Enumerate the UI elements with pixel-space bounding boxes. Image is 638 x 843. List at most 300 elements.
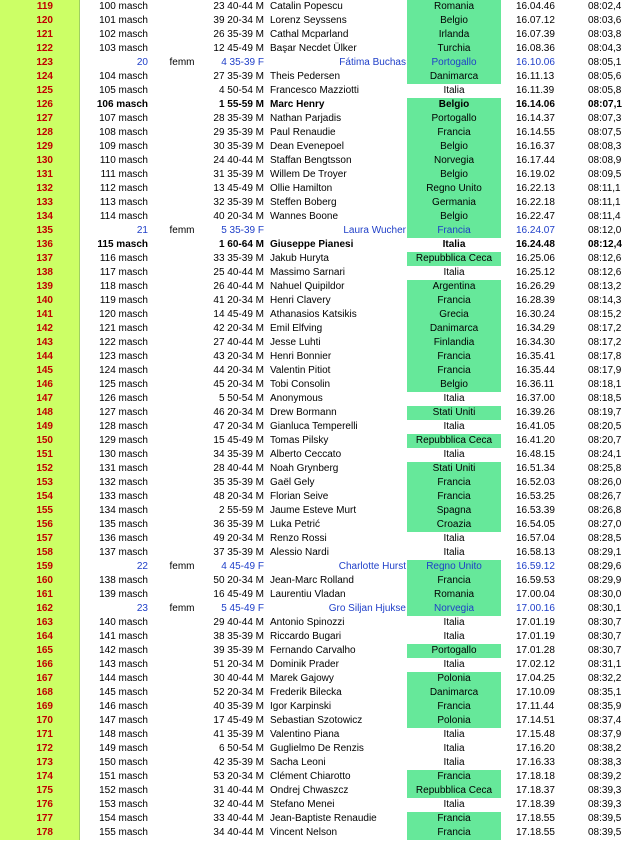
nation-cell: Romania (407, 0, 502, 14)
rank-cell: 165 (0, 644, 80, 658)
nation-cell: Repubblica Ceca (407, 784, 502, 798)
category-cell: 31 40-44 M (213, 785, 264, 796)
category-cell: 40 20-34 M (213, 211, 264, 222)
pace-cell: 08:11,1 (588, 197, 621, 208)
bib-cell: 20 (136, 57, 148, 68)
table-row (0, 700, 638, 714)
pace-cell: 08:05,1 (588, 57, 622, 68)
name-cell: Nathan Parjadis (270, 113, 342, 124)
table-row (0, 238, 638, 252)
nation-cell: Francia (407, 364, 502, 378)
bib-cell: 132 masch (99, 477, 148, 488)
nation-cell: Turchia (407, 42, 502, 56)
category-cell: 41 35-39 M (213, 729, 264, 740)
rank-cell: 151 (0, 448, 80, 462)
rank-cell: 176 (0, 798, 80, 812)
category-cell: 6 50-54 M (218, 743, 264, 754)
rank-cell: 174 (0, 770, 80, 784)
bib-cell: 142 masch (99, 645, 148, 656)
category-cell: 41 20-34 M (213, 295, 264, 306)
name-cell: Drew Bormann (270, 407, 337, 418)
category-cell: 30 35-39 M (213, 141, 264, 152)
time-cell: 16.14.06 (516, 99, 555, 110)
table-row (0, 504, 638, 518)
name-cell: Athanasios Katsikis (270, 309, 357, 320)
time-cell: 16.35.44 (516, 365, 555, 376)
bib-cell: 139 masch (99, 589, 148, 600)
time-cell: 16.11.39 (516, 85, 555, 96)
bib-cell: 154 masch (99, 813, 148, 824)
pace-cell: 08:18,5 (588, 393, 622, 404)
table-row (0, 686, 638, 700)
pace-cell: 08:04,3 (588, 43, 622, 54)
name-cell: Sacha Leoni (270, 757, 326, 768)
table-row (0, 574, 638, 588)
rank-cell: 131 (0, 168, 80, 182)
nation-cell: Grecia (407, 308, 502, 322)
name-cell: Florian Seive (270, 491, 329, 502)
nation-cell: Italia (443, 421, 465, 432)
bib-cell: 113 masch (99, 197, 148, 208)
category-cell: 33 40-44 M (213, 813, 264, 824)
pace-cell: 08:39,3 (588, 785, 622, 796)
name-cell: Tobi Consolin (270, 379, 331, 390)
name-cell: Charlotte Hurst (338, 561, 406, 572)
time-cell: 16.48.15 (516, 449, 555, 460)
rank-cell: 145 (0, 364, 80, 378)
time-cell: 16.07.39 (516, 29, 555, 40)
time-cell: 16.51.34 (516, 463, 555, 474)
time-cell: 16.25.06 (516, 253, 555, 264)
time-cell: 17.00.04 (516, 589, 555, 600)
time-cell: 16.14.37 (516, 113, 555, 124)
bib-cell: 114 masch (99, 211, 148, 222)
time-cell: 16.25.12 (516, 267, 555, 278)
bib-cell: 143 masch (99, 659, 148, 670)
table-row (0, 826, 638, 840)
table-row (0, 28, 638, 42)
pace-cell: 08:17,8 (588, 351, 622, 362)
pace-cell: 08:09,5 (588, 169, 622, 180)
bib-cell: 126 masch (99, 393, 148, 404)
time-cell: 16.41.20 (516, 435, 555, 446)
bib-cell: 101 masch (99, 15, 148, 26)
rank-cell: 147 (0, 392, 80, 406)
nation-cell: Danimarca (407, 322, 502, 336)
pace-cell: 08:25,8 (588, 463, 622, 474)
bib-cell: 136 masch (99, 533, 148, 544)
category-cell: 45 20-34 M (213, 379, 264, 390)
time-cell: 17.04.25 (516, 673, 555, 684)
bib-cell: 135 masch (99, 519, 148, 530)
bib-cell: 118 masch (99, 281, 148, 292)
category-cell: 13 45-49 M (213, 183, 264, 194)
nation-cell: Francia (407, 224, 502, 238)
nation-cell: Germania (407, 196, 502, 210)
category-cell: 26 40-44 M (213, 281, 264, 292)
bib-cell: 121 masch (99, 323, 148, 334)
rank-cell: 135 (0, 224, 80, 238)
time-cell: 17.14.51 (516, 715, 555, 726)
category-cell: 34 40-44 M (213, 827, 264, 838)
name-cell: Laura Wucher (343, 225, 406, 236)
pace-cell: 08:03,8 (588, 29, 622, 40)
time-cell: 16.24.07 (516, 225, 555, 236)
rank-cell: 143 (0, 336, 80, 350)
time-cell: 16.07.12 (516, 15, 555, 26)
bib-cell: 109 masch (99, 141, 148, 152)
pace-cell: 08:39,5 (588, 827, 622, 838)
pace-cell: 08:30,7 (588, 645, 622, 656)
table-row (0, 112, 638, 126)
rank-cell: 177 (0, 812, 80, 826)
category-cell: 51 20-34 M (213, 659, 264, 670)
pace-cell: 08:39,3 (588, 799, 622, 810)
rank-cell: 122 (0, 42, 80, 56)
table-row (0, 490, 638, 504)
pace-cell: 08:20,7 (588, 435, 622, 446)
bib-cell: 131 masch (99, 463, 148, 474)
time-cell: 17.15.48 (516, 729, 555, 740)
nation-cell: Spagna (407, 504, 502, 518)
table-row (0, 602, 638, 616)
table-row (0, 56, 638, 70)
table-row (0, 140, 638, 154)
time-cell: 16.41.05 (516, 421, 555, 432)
nation-cell: Italia (443, 799, 465, 810)
rank-cell: 170 (0, 714, 80, 728)
nation-cell: Francia (407, 826, 502, 840)
nation-cell: Francia (407, 294, 502, 308)
category-cell: 2 55-59 M (218, 505, 264, 516)
table-row (0, 616, 638, 630)
bib-cell: 137 masch (99, 547, 148, 558)
nation-cell: Romania (407, 588, 502, 602)
time-cell: 16.10.06 (516, 57, 555, 68)
pace-cell: 08:03,6 (588, 15, 622, 26)
time-cell: 16.17.44 (516, 155, 555, 166)
time-cell: 16.19.02 (516, 169, 555, 180)
nation-cell: Portogallo (407, 112, 502, 126)
time-cell: 17.01.19 (516, 631, 555, 642)
rank-cell: 162 (0, 602, 80, 616)
nation-cell: Italia (443, 85, 465, 96)
nation-cell: Italia (443, 729, 465, 740)
bib-cell: 133 masch (99, 491, 148, 502)
category-cell: 1 55-59 M (218, 99, 264, 110)
rank-cell: 130 (0, 154, 80, 168)
table-row (0, 182, 638, 196)
pace-cell: 08:11,4 (588, 211, 621, 222)
pace-cell: 08:31,1 (588, 659, 622, 670)
rank-cell: 126 (0, 98, 80, 112)
bib-cell: 23 (136, 603, 148, 614)
rank-cell: 167 (0, 672, 80, 686)
time-cell: 17.10.09 (516, 687, 555, 698)
category-cell: 5 35-39 F (221, 225, 264, 236)
category-cell: 28 40-44 M (213, 463, 264, 474)
time-cell: 16.08.36 (516, 43, 555, 54)
category-cell: 1 60-64 M (218, 239, 264, 250)
name-cell: Gianluca Temperelli (270, 421, 358, 432)
bib-cell: 105 masch (99, 85, 148, 96)
nation-cell: Stati Uniti (407, 406, 502, 420)
pace-cell: 08:26,7 (588, 491, 622, 502)
category-cell: 43 20-34 M (213, 351, 264, 362)
table-row (0, 14, 638, 28)
category-cell: 16 45-49 M (213, 589, 264, 600)
name-cell: Frederik Bilecka (270, 687, 342, 698)
bib-cell: 151 masch (99, 771, 148, 782)
category-cell: 31 35-39 M (213, 169, 264, 180)
bib-cell: 111 masch (100, 169, 148, 180)
time-cell: 16.26.29 (516, 281, 555, 292)
rank-cell: 134 (0, 210, 80, 224)
name-cell: Marek Gajowy (270, 673, 334, 684)
category-cell: 32 35-39 M (213, 197, 264, 208)
time-cell: 16.39.26 (516, 407, 555, 418)
table-row (0, 280, 638, 294)
bib-cell: 110 masch (99, 155, 148, 166)
name-cell: Massimo Sarnari (270, 267, 346, 278)
category-cell: 53 20-34 M (213, 771, 264, 782)
bib-cell: 155 masch (99, 827, 148, 838)
table-row (0, 224, 638, 238)
table-row (0, 560, 638, 574)
rank-cell: 138 (0, 266, 80, 280)
time-cell: 16.59.53 (516, 575, 555, 586)
category-cell: 5 45-49 F (221, 603, 264, 614)
pace-cell: 08:38,2 (588, 743, 622, 754)
table-row (0, 42, 638, 56)
name-cell: Theis Pedersen (270, 71, 341, 82)
time-cell: 17.18.39 (516, 799, 555, 810)
gender-cell: femm (169, 603, 195, 614)
time-cell: 17.18.55 (516, 813, 555, 824)
time-cell: 16.35.41 (516, 351, 555, 362)
pace-cell: 08:05,6 (588, 71, 622, 82)
rank-cell: 172 (0, 742, 80, 756)
time-cell: 16.24.48 (516, 239, 555, 250)
bib-cell: 153 masch (99, 799, 148, 810)
time-cell: 16.04.46 (516, 1, 555, 12)
name-cell: Willem De Troyer (270, 169, 347, 180)
name-cell: Paul Renaudie (270, 127, 336, 138)
name-cell: Gro Siljan Hjukse (328, 603, 406, 614)
bib-cell: 148 masch (99, 729, 148, 740)
table-row (0, 728, 638, 742)
nation-cell: Croazia (407, 518, 502, 532)
table-row (0, 266, 638, 280)
table-row (0, 672, 638, 686)
table-row (0, 252, 638, 266)
rank-cell: 149 (0, 420, 80, 434)
name-cell: Jaume Esteve Murt (270, 505, 357, 516)
name-cell: Jesse Luhti (270, 337, 321, 348)
name-cell: Dominik Prader (270, 659, 339, 670)
table-row (0, 350, 638, 364)
rank-cell: 160 (0, 574, 80, 588)
rank-cell: 133 (0, 196, 80, 210)
category-cell: 14 45-49 M (213, 309, 264, 320)
bib-cell: 123 masch (99, 351, 148, 362)
nation-cell: Belgio (407, 98, 502, 112)
category-cell: 4 50-54 M (218, 85, 264, 96)
name-cell: Giuseppe Pianesi (270, 239, 354, 250)
time-cell: 16.36.11 (516, 379, 555, 390)
rank-cell: 173 (0, 756, 80, 770)
time-cell: 17.01.28 (516, 645, 555, 656)
bib-cell: 112 masch (99, 183, 148, 194)
table-row (0, 406, 638, 420)
table-row (0, 462, 638, 476)
pace-cell: 08:07,5 (588, 127, 622, 138)
pace-cell: 08:12,6 (588, 253, 622, 264)
table-row (0, 742, 638, 756)
pace-cell: 08:19,7 (588, 407, 622, 418)
table-row (0, 658, 638, 672)
nation-cell: Repubblica Ceca (407, 252, 502, 266)
time-cell: 16.52.03 (516, 477, 555, 488)
table-row (0, 812, 638, 826)
nation-cell: Polonia (407, 672, 502, 686)
rank-cell: 156 (0, 518, 80, 532)
pace-cell: 08:08,3 (588, 141, 622, 152)
time-cell: 16.22.13 (516, 183, 555, 194)
bib-cell: 149 masch (99, 743, 148, 754)
pace-cell: 08:30,1 (588, 603, 622, 614)
category-cell: 37 35-39 M (213, 547, 264, 558)
category-cell: 4 45-49 F (221, 561, 264, 572)
bib-cell: 145 masch (99, 687, 148, 698)
name-cell: Renzo Rossi (270, 533, 327, 544)
nation-cell: Italia (443, 757, 465, 768)
category-cell: 38 35-39 M (213, 631, 264, 642)
pace-cell: 08:12,4 (588, 239, 622, 250)
rank-cell: 155 (0, 504, 80, 518)
table-row (0, 364, 638, 378)
gender-cell: femm (169, 225, 195, 236)
rank-cell: 146 (0, 378, 80, 392)
pace-cell: 08:30,0 (588, 589, 622, 600)
category-cell: 47 20-34 M (213, 421, 264, 432)
bib-cell: 100 masch (99, 1, 148, 12)
rank-cell: 171 (0, 728, 80, 742)
nation-cell: Italia (443, 617, 465, 628)
time-cell: 16.54.05 (516, 519, 555, 530)
table-row (0, 532, 638, 546)
pace-cell: 08:14,3 (588, 295, 622, 306)
rank-cell: 128 (0, 126, 80, 140)
table-row (0, 0, 638, 14)
pace-cell: 08:37,9 (588, 729, 622, 740)
table-row (0, 798, 638, 812)
name-cell: Nahuel Quipildor (270, 281, 345, 292)
bib-cell: 152 masch (99, 785, 148, 796)
category-cell: 4 35-39 F (221, 57, 264, 68)
rank-cell: 153 (0, 476, 80, 490)
category-cell: 39 35-39 M (213, 645, 264, 656)
gender-cell: femm (169, 57, 195, 68)
category-cell: 48 20-34 M (213, 491, 264, 502)
bib-cell: 146 masch (99, 701, 148, 712)
nation-cell: Francia (407, 476, 502, 490)
rank-cell: 154 (0, 490, 80, 504)
time-cell: 17.16.20 (516, 743, 555, 754)
time-cell: 16.28.39 (516, 295, 555, 306)
name-cell: Jean-Baptiste Renaudie (270, 813, 377, 824)
nation-cell: Francia (407, 350, 502, 364)
rank-cell: 163 (0, 616, 80, 630)
rank-cell: 119 (0, 0, 80, 14)
category-cell: 44 20-34 M (213, 365, 264, 376)
category-cell: 39 20-34 M (213, 15, 264, 26)
table-row (0, 336, 638, 350)
category-cell: 24 40-44 M (213, 155, 264, 166)
name-cell: Başar Necdet Ülker (270, 43, 357, 54)
table-row (0, 770, 638, 784)
bib-cell: 116 masch (99, 253, 148, 264)
table-row (0, 210, 638, 224)
rank-cell: 157 (0, 532, 80, 546)
bib-cell: 108 masch (99, 127, 148, 138)
pace-cell: 08:07,1 (588, 99, 622, 110)
rank-cell: 175 (0, 784, 80, 798)
pace-cell: 08:17,2 (588, 323, 622, 334)
bib-cell: 141 masch (99, 631, 148, 642)
name-cell: Gaël Gely (270, 477, 315, 488)
bib-cell: 130 masch (99, 449, 148, 460)
pace-cell: 08:32,2 (588, 673, 622, 684)
category-cell: 33 35-39 M (213, 253, 264, 264)
time-cell: 17.11.44 (516, 701, 555, 712)
bib-cell: 150 masch (99, 757, 148, 768)
category-cell: 12 45-49 M (213, 43, 264, 54)
time-cell: 16.34.29 (516, 323, 555, 334)
nation-cell: Repubblica Ceca (407, 434, 502, 448)
nation-cell: Belgio (407, 168, 502, 182)
time-cell: 16.53.25 (516, 491, 555, 502)
table-row (0, 448, 638, 462)
table-row (0, 644, 638, 658)
category-cell: 46 20-34 M (213, 407, 264, 418)
time-cell: 16.53.39 (516, 505, 555, 516)
bib-cell: 115 masch (97, 239, 148, 250)
pace-cell: 08:39,5 (588, 813, 622, 824)
name-cell: Vincent Nelson (270, 827, 338, 838)
table-row (0, 378, 638, 392)
table-row (0, 518, 638, 532)
pace-cell: 08:30,7 (588, 617, 622, 628)
table-row (0, 588, 638, 602)
pace-cell: 08:15,2 (588, 309, 622, 320)
time-cell: 17.18.18 (516, 771, 555, 782)
table-row (0, 98, 638, 112)
name-cell: Luka Petrić (270, 519, 321, 530)
pace-cell: 08:28,5 (588, 533, 622, 544)
rank-cell: 137 (0, 252, 80, 266)
category-cell: 32 40-44 M (213, 799, 264, 810)
time-cell: 16.14.55 (516, 127, 555, 138)
nation-cell: Italia (443, 743, 465, 754)
time-cell: 16.22.47 (516, 211, 555, 222)
pace-cell: 08:02,4 (588, 1, 622, 12)
pace-cell: 08:39,2 (588, 771, 622, 782)
category-cell: 28 35-39 M (213, 113, 264, 124)
name-cell: Igor Karpinski (270, 701, 332, 712)
pace-cell: 08:24,1 (588, 449, 622, 460)
bib-cell: 140 masch (99, 617, 148, 628)
